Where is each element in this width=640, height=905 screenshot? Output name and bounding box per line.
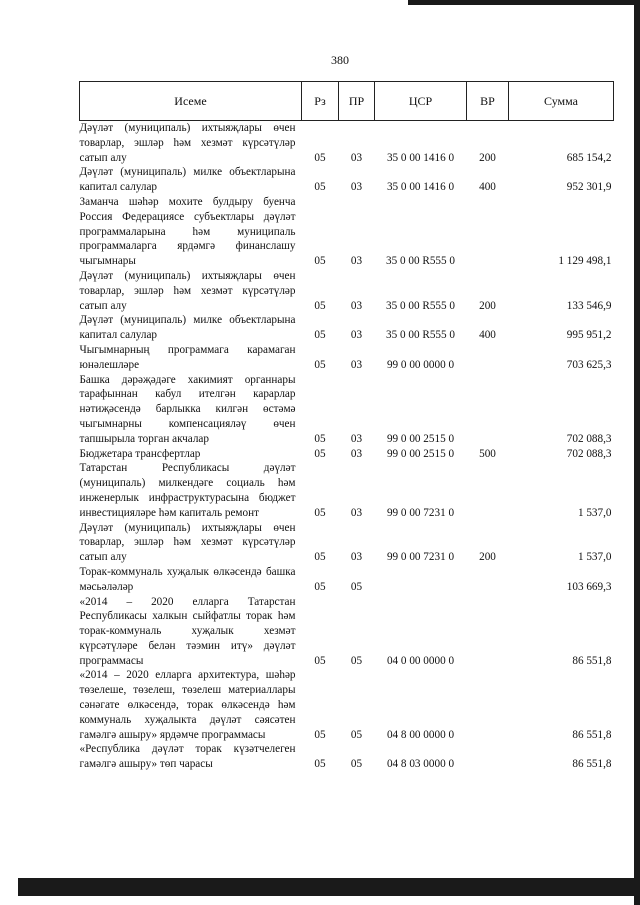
row-pr: 03 <box>350 432 363 445</box>
row-csr: 35 0 00 R555 0 <box>386 329 455 342</box>
budget-table <box>79 81 614 772</box>
row-pr: 03 <box>350 151 363 164</box>
row-rz: 05 <box>314 255 326 268</box>
row-pr: 05 <box>350 654 363 667</box>
row-csr: 04 8 03 0000 0 <box>386 758 455 771</box>
table-row <box>80 343 614 373</box>
table-header-row <box>80 82 614 121</box>
row-vr: 400 <box>479 181 496 194</box>
row-sum: 86 551,8 <box>572 728 612 741</box>
scan-edge-bottom <box>18 878 640 896</box>
row-csr: 99 0 00 7231 0 <box>386 506 455 519</box>
row-csr: 99 0 00 2515 0 <box>386 432 455 445</box>
table-row <box>80 742 614 772</box>
row-csr: 35 0 00 1416 0 <box>386 181 455 194</box>
row-vr: 400 <box>479 329 496 342</box>
row-name: Бюджетара трансфертлар <box>79 447 201 460</box>
row-rz: 05 <box>314 432 326 445</box>
row-vr <box>467 373 509 447</box>
row-sum: 1 537,0 <box>577 506 612 519</box>
header-vr: ВР <box>467 82 509 121</box>
row-pr: 03 <box>350 255 363 268</box>
row-name: «2014 – 2020 елларга архитектура, шәһәр төзелеше, төзелеш, төзелеш материаллары сәнәгате өлкәсендә, торак өлкәсендә һәм коммуналь хуҗалыкта дәүләт сәясәтен гамәлгә ашыру» ярдәмче программасы <box>79 669 296 741</box>
row-rz: 05 <box>314 358 326 371</box>
row-pr: 03 <box>350 358 363 371</box>
row-sum: 133 546,9 <box>566 299 612 312</box>
row-pr: 05 <box>350 580 363 593</box>
row-csr: 04 8 00 0000 0 <box>386 728 455 741</box>
table-row <box>80 668 614 742</box>
row-pr: 03 <box>350 551 363 564</box>
row-sum: 1 537,0 <box>577 551 612 564</box>
table-row <box>80 195 614 269</box>
page-number: 380 <box>331 53 349 67</box>
row-rz: 05 <box>314 654 326 667</box>
row-csr: 35 0 00 R555 0 <box>386 255 455 268</box>
table-row <box>80 373 614 447</box>
row-sum: 1 129 498,1 <box>558 255 612 268</box>
table-row <box>80 313 614 343</box>
row-name: Чыгымнарның программага карамаган юнәлешләре <box>79 343 296 371</box>
scan-edge-right <box>634 0 640 905</box>
table-row <box>80 165 614 195</box>
scan-edge-top <box>408 0 640 5</box>
row-sum: 702 088,3 <box>566 447 612 460</box>
row-vr: 200 <box>479 299 496 312</box>
row-rz: 05 <box>314 329 326 342</box>
row-name: Башка дәрәҗәдәге хакимият органнары тарафыннан кабул ителгән карарлар нәтиҗәсендә барлыкка килгән өстәмә чыгымнарны компенсацияләү өчен тапшырыла торган акчалар <box>79 373 296 445</box>
row-sum: 702 088,3 <box>566 432 612 445</box>
row-vr: 200 <box>479 151 496 164</box>
header-rz: Рз <box>302 82 339 121</box>
row-sum: 103 669,3 <box>566 580 612 593</box>
table-row <box>80 565 614 595</box>
row-name: Дәүләт (муниципаль) ихтыяҗлары өчен товарлар, эшләр һәм хезмәт күрсәтүләр сатып алу <box>79 269 296 312</box>
row-name: Дәүләт (муниципаль) милке объектларына капитал салулар <box>79 166 296 194</box>
row-sum: 685 154,2 <box>566 151 612 164</box>
row-name: Торак-коммуналь хуҗалык өлкәсендә башка мәсьәләләр <box>79 565 296 593</box>
row-csr: 99 0 00 0000 0 <box>386 358 455 371</box>
row-pr: 03 <box>350 447 363 460</box>
header-sum: Сумма <box>509 82 614 121</box>
row-name: Заманча шәһәр мохите булдыру буенча Россия Федерациясе субъектлары дәүләт программаларына һәм муниципаль программаларга ярдәмгә финанслашу чыгымнары <box>79 195 296 268</box>
row-vr <box>467 461 509 520</box>
row-pr: 03 <box>350 299 363 312</box>
row-vr <box>467 565 509 595</box>
table-row <box>80 269 614 313</box>
row-csr: 99 0 00 2515 0 <box>386 447 455 460</box>
row-pr: 03 <box>350 329 363 342</box>
row-rz: 05 <box>314 728 326 741</box>
row-rz: 05 <box>314 181 326 194</box>
row-csr: 35 0 00 R555 0 <box>386 299 455 312</box>
row-name: Татарстан Республикасы дәүләт (муниципаль) милкендәге социаль һәм инженерлык инфраструктурасына бюджет инвестицияләре һәм капиталь ремонт <box>79 462 296 519</box>
row-pr: 03 <box>350 506 363 519</box>
table-row <box>80 521 614 565</box>
table-row <box>80 461 614 520</box>
header-pr: ПР <box>339 82 375 121</box>
row-rz: 05 <box>314 551 326 564</box>
row-rz: 05 <box>314 506 326 519</box>
row-csr: 99 0 00 7231 0 <box>386 551 455 564</box>
row-pr: 05 <box>350 728 363 741</box>
row-pr: 03 <box>350 181 363 194</box>
row-pr: 05 <box>350 758 363 771</box>
row-vr: 200 <box>479 551 496 564</box>
row-name: Дәүләт (муниципаль) милке объектларына капитал салулар <box>79 314 296 342</box>
row-vr <box>467 668 509 742</box>
header-csr: ЦСР <box>375 82 467 121</box>
row-csr <box>375 565 467 595</box>
table-row <box>80 121 614 166</box>
table-row <box>80 595 614 669</box>
row-rz: 05 <box>314 151 326 164</box>
row-name: Дәүләт (муниципаль) ихтыяҗлары өчен товарлар, эшләр һәм хезмәт күрсәтүләр сатып алу <box>79 122 296 164</box>
row-vr <box>467 195 509 269</box>
row-sum: 952 301,9 <box>566 181 612 194</box>
row-sum: 703 625,3 <box>566 358 612 371</box>
row-name: «Республика дәүләт торак күзәтчелеген гамәлгә ашыру» төп чарасы <box>79 743 296 771</box>
row-rz: 05 <box>314 299 326 312</box>
row-csr: 04 0 00 0000 0 <box>386 654 455 667</box>
row-sum: 86 551,8 <box>572 654 612 667</box>
row-vr <box>467 742 509 772</box>
table-row <box>80 447 614 462</box>
header-name: Исеме <box>80 82 302 121</box>
row-sum: 995 951,2 <box>566 329 612 342</box>
row-name: Дәүләт (муниципаль) ихтыяҗлары өчен товарлар, эшләр һәм хезмәт күрсәтүләр сатып алу <box>79 521 296 564</box>
row-vr <box>467 343 509 373</box>
row-sum: 86 551,8 <box>572 758 612 771</box>
row-rz: 05 <box>314 758 326 771</box>
row-rz: 05 <box>314 580 326 593</box>
row-csr: 35 0 00 1416 0 <box>386 151 455 164</box>
row-vr <box>467 595 509 669</box>
row-name: «2014 – 2020 елларга Татарстан Республикасы халкын сыйфатлы торак һәм торак-коммуналь хуҗалык хезмәт күрсәтүләре белән тәэмин итү» дәүләт программасы <box>79 595 296 667</box>
row-vr: 500 <box>479 447 496 460</box>
row-rz: 05 <box>314 447 326 460</box>
